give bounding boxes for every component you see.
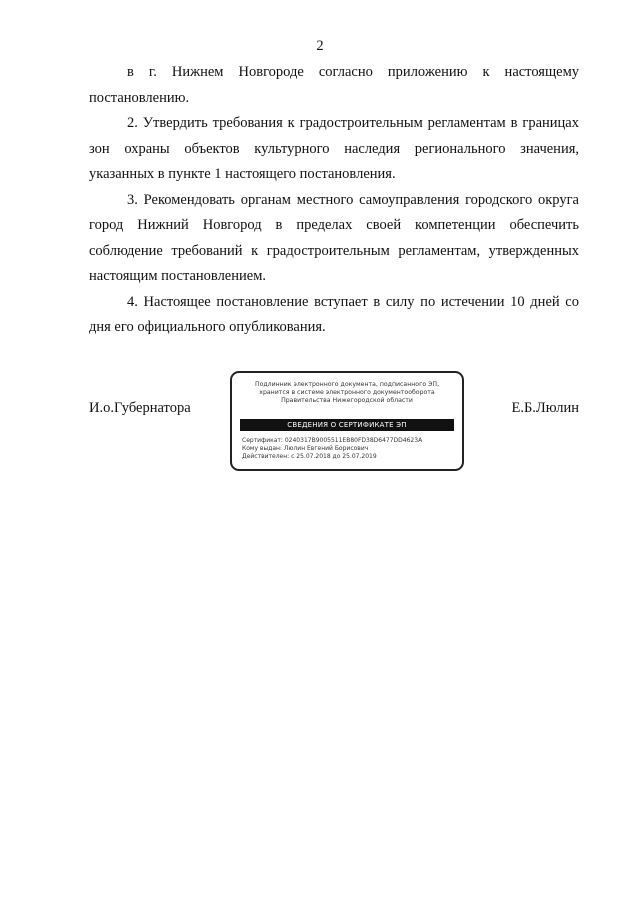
- validity-label: Действителен:: [242, 453, 290, 460]
- validity-row: [242, 453, 454, 461]
- stamp-header-line: Правительства Нижегородской области: [281, 397, 413, 404]
- paragraph-continuation: в г. Нижнем Новгороде согласно приложению к настоящему постановлению.: [89, 64, 579, 106]
- document-body: [89, 60, 579, 341]
- certificate-label: Сертификат:: [242, 437, 283, 444]
- stamp-certificate-bar: СВЕДЕНИЯ О СЕРТИФИКАТЕ ЭП: [240, 419, 454, 431]
- validity-value: с 25.07.2018 до 25.07.2019: [291, 453, 377, 460]
- stamp-header-line: хранится в системе электронного документооборота: [259, 389, 435, 396]
- signature-block: [89, 371, 579, 477]
- paragraph-item-2: 2. Утвердить требования к градостроительным регламентам в границах зон охраны объектов культурного наследия регионального значения, указанных в пункте 1 настоящего постановления.: [89, 115, 579, 182]
- certificate-row: [242, 437, 454, 445]
- issued-to-label: Кому выдан:: [242, 445, 282, 452]
- issued-to-row: [242, 445, 454, 453]
- certificate-value: 0240317B9005511EB80FD38D6477DD4623A: [284, 437, 423, 444]
- paragraph-item-4: 4. Настоящее постановление вступает в силу по истечении 10 дней со дня его официального опубликования.: [89, 293, 579, 335]
- signatory-title: И.о.Губернатора: [89, 400, 191, 416]
- electronic-signature-stamp: [230, 371, 464, 471]
- page-number: 2: [316, 38, 324, 54]
- stamp-header: [238, 381, 456, 405]
- stamp-header-line: Подлинник электронного документа, подписанного ЭП,: [254, 381, 440, 388]
- stamp-details: [242, 437, 454, 461]
- paragraph-item-3: 3. Рекомендовать органам местного самоуправления городского округа город Нижний Новгород в пределах своей компетенции обеспечить соблюдение требований к градостроительным регламентам, утвержденных настоящим постановлением.: [89, 191, 579, 284]
- issued-to-value: Люлин Евгений Борисович: [283, 445, 369, 452]
- signatory-name: Е.Б.Люлин: [511, 400, 579, 416]
